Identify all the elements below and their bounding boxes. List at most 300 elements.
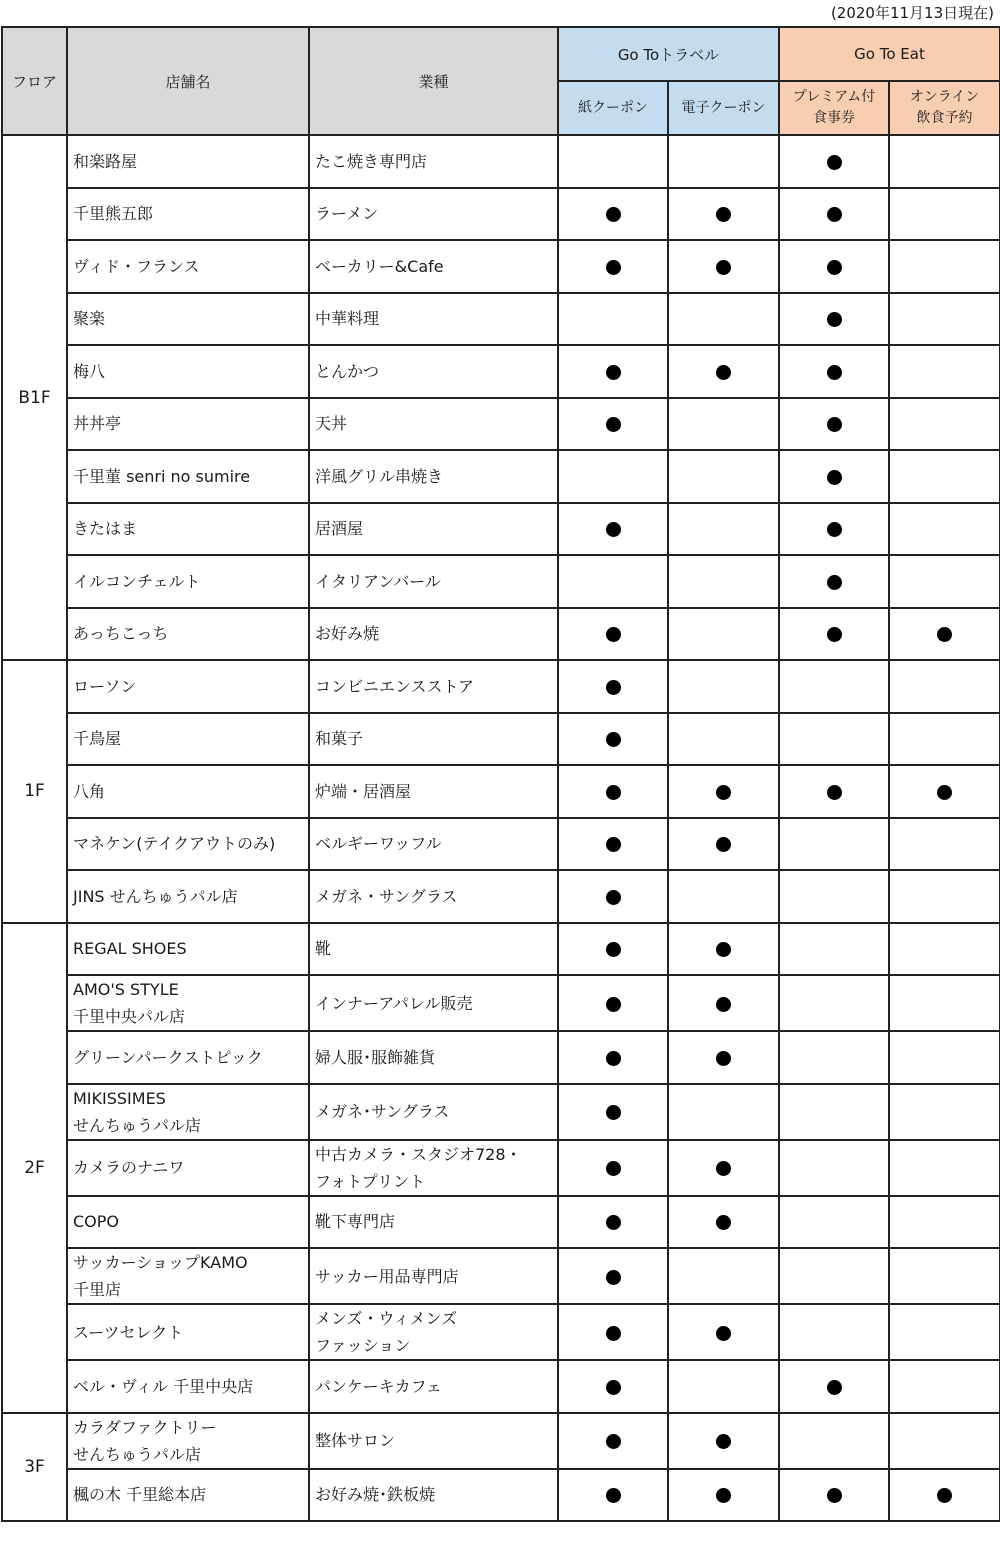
- online-reservation-mark-cell: [889, 765, 1000, 818]
- category-text: インナーアパレル販売: [315, 993, 473, 1013]
- table-row: [2, 1360, 1000, 1413]
- category-text: イタリアンバール: [315, 571, 441, 591]
- name-text: 梅八: [73, 361, 106, 381]
- bullet-icon: [827, 417, 842, 432]
- store-name-cell: [67, 188, 309, 241]
- e-coupon-mark-cell: [668, 818, 779, 871]
- name-text: きたはま: [73, 519, 138, 539]
- table-row: [2, 1084, 1000, 1140]
- table-row: [2, 1196, 1000, 1249]
- premium-ticket-mark-cell: [779, 503, 889, 556]
- premium-ticket-mark-cell: [779, 450, 889, 503]
- paper-coupon-mark-cell: [558, 503, 668, 556]
- bullet-icon: [827, 155, 842, 170]
- e-coupon-mark-cell: [668, 975, 779, 1031]
- bullet-icon: [716, 365, 731, 380]
- table-row: [2, 818, 1000, 871]
- bullet-icon: [716, 1326, 731, 1341]
- table-row: [2, 503, 1000, 556]
- header-premium-meal-ticket: [779, 81, 889, 135]
- online-reservation-mark-cell: [889, 975, 1000, 1031]
- paper-coupon-mark-cell: [558, 240, 668, 293]
- bullet-icon: [606, 207, 621, 222]
- premium-ticket-mark-cell: [779, 293, 889, 346]
- bullet-icon: [606, 1326, 621, 1341]
- e-coupon-mark-cell: [668, 135, 779, 188]
- online-reservation-mark-cell: [889, 345, 1000, 398]
- paper-coupon-mark-cell: [558, 975, 668, 1031]
- category-cell: [309, 1031, 558, 1084]
- premium-ticket-mark-cell: [779, 660, 889, 713]
- bullet-icon: [606, 1270, 621, 1285]
- e-coupon-mark-cell: [668, 450, 779, 503]
- table-row: [2, 240, 1000, 293]
- category-text: メンズ・ウィメンズ: [315, 1309, 458, 1328]
- bullet-icon: [606, 260, 621, 275]
- bullet-icon: [606, 1380, 621, 1395]
- table-row: [2, 1248, 1000, 1304]
- bullet-icon: [606, 1051, 621, 1066]
- online-reservation-mark-cell: [889, 1469, 1000, 1522]
- bullet-icon: [606, 1161, 621, 1176]
- table-row: [2, 135, 1000, 188]
- store-name-cell: [67, 660, 309, 713]
- bullet-icon: [606, 997, 621, 1012]
- as-of-date: (2020年11月13日現在): [830, 4, 994, 22]
- header-store-name: 店舗名: [67, 27, 309, 135]
- e-coupon-mark-cell: [668, 713, 779, 766]
- name-text: ベル・ヴィル 千里中央店: [73, 1376, 254, 1396]
- header-online-line1: オンライン: [909, 89, 980, 105]
- store-name-cell: [67, 450, 309, 503]
- bullet-icon: [716, 207, 731, 222]
- name-text: せんちゅうパル店: [73, 1115, 202, 1135]
- name-text: スーツセレクト: [73, 1322, 184, 1342]
- paper-coupon-mark-cell: [558, 923, 668, 976]
- name-text: あっちこっち: [73, 624, 169, 644]
- e-coupon-mark-cell: [668, 503, 779, 556]
- online-reservation-mark-cell: [889, 818, 1000, 871]
- store-name-cell: [67, 1031, 309, 1084]
- store-name-cell: [67, 1413, 309, 1469]
- paper-coupon-mark-cell: [558, 188, 668, 241]
- table-row: [2, 1413, 1000, 1469]
- bullet-icon: [606, 522, 621, 537]
- online-reservation-mark-cell: [889, 398, 1000, 451]
- bullet-icon: [606, 1488, 621, 1503]
- name-text: 和楽路屋: [73, 151, 138, 171]
- premium-ticket-mark-cell: [779, 1084, 889, 1140]
- category-cell: [309, 450, 558, 503]
- bullet-icon: [827, 522, 842, 537]
- online-reservation-mark-cell: [889, 555, 1000, 608]
- premium-ticket-mark-cell: [779, 923, 889, 976]
- store-name-cell: [67, 765, 309, 818]
- bullet-icon: [606, 627, 621, 642]
- category-text: コンビニエンスストア: [315, 676, 475, 696]
- floor-label: 1F: [2, 660, 67, 923]
- header-goto-travel: Go Toトラベル: [558, 27, 779, 81]
- category-text: とんかつ: [315, 361, 380, 381]
- premium-ticket-mark-cell: [779, 135, 889, 188]
- bullet-icon: [937, 785, 952, 800]
- online-reservation-mark-cell: [889, 1084, 1000, 1140]
- category-cell: [309, 1084, 558, 1140]
- premium-ticket-mark-cell: [779, 1360, 889, 1413]
- online-reservation-mark-cell: [889, 503, 1000, 556]
- store-name-cell: [67, 555, 309, 608]
- paper-coupon-mark-cell: [558, 293, 668, 346]
- category-cell: [309, 1360, 558, 1413]
- paper-coupon-mark-cell: [558, 1360, 668, 1413]
- category-text: 中華料理: [315, 309, 380, 329]
- category-cell: [309, 1413, 558, 1469]
- category-text: 居酒屋: [315, 519, 364, 539]
- table-row: [2, 765, 1000, 818]
- store-name-cell: [67, 345, 309, 398]
- paper-coupon-mark-cell: [558, 345, 668, 398]
- category-cell: [309, 398, 558, 451]
- category-cell: [309, 1304, 558, 1360]
- store-name-cell: [67, 135, 309, 188]
- header-paper-coupon: 紙クーポン: [558, 81, 668, 135]
- store-name-cell: [67, 1469, 309, 1522]
- online-reservation-mark-cell: [889, 240, 1000, 293]
- name-text: 千里店: [73, 1280, 122, 1299]
- store-name-cell: [67, 503, 309, 556]
- bullet-icon: [716, 837, 731, 852]
- header-e-coupon: 電子クーポン: [668, 81, 779, 135]
- paper-coupon-mark-cell: [558, 1469, 668, 1522]
- category-text: 靴: [315, 939, 332, 959]
- premium-ticket-mark-cell: [779, 188, 889, 241]
- paper-coupon-mark-cell: [558, 1248, 668, 1304]
- online-reservation-mark-cell: [889, 1196, 1000, 1249]
- name-text: 千鳥屋: [73, 729, 122, 749]
- category-text: 和菓子: [315, 729, 364, 749]
- bullet-icon: [716, 1488, 731, 1503]
- premium-ticket-mark-cell: [779, 608, 889, 661]
- paper-coupon-mark-cell: [558, 1140, 668, 1196]
- name-text: 丼丼亭: [73, 414, 122, 434]
- name-text: 千里菫 senri no sumire: [73, 466, 251, 486]
- store-name-cell: [67, 608, 309, 661]
- category-cell: [309, 555, 558, 608]
- online-reservation-mark-cell: [889, 713, 1000, 766]
- table-row: [2, 345, 1000, 398]
- name-text: ヴィド・フランス: [73, 256, 200, 276]
- bullet-icon: [716, 942, 731, 957]
- category-text: フォトプリント: [315, 1171, 426, 1191]
- category-cell: [309, 660, 558, 713]
- online-reservation-mark-cell: [889, 660, 1000, 713]
- header-category: 業種: [309, 27, 558, 135]
- bullet-icon: [606, 837, 621, 852]
- e-coupon-mark-cell: [668, 923, 779, 976]
- name-text: MIKISSIMES: [73, 1088, 166, 1108]
- e-coupon-mark-cell: [668, 240, 779, 293]
- premium-ticket-mark-cell: [779, 398, 889, 451]
- name-text: COPO: [73, 1212, 120, 1232]
- bullet-icon: [827, 1488, 842, 1503]
- category-text: 洋風グリル串焼き: [315, 466, 444, 486]
- store-name-cell: [67, 1360, 309, 1413]
- name-text: グリーンパークストピック: [73, 1047, 263, 1067]
- e-coupon-mark-cell: [668, 1248, 779, 1304]
- bullet-icon: [716, 1051, 731, 1066]
- online-reservation-mark-cell: [889, 1360, 1000, 1413]
- category-text: パンケーキカフェ: [315, 1376, 442, 1396]
- category-text: ベルギーワッフル: [315, 834, 442, 854]
- e-coupon-mark-cell: [668, 660, 779, 713]
- table-row: [2, 188, 1000, 241]
- category-cell: [309, 818, 558, 871]
- bullet-icon: [606, 1434, 621, 1449]
- store-name-cell: [67, 1248, 309, 1304]
- table-row: [2, 608, 1000, 661]
- header-floor: フロア: [2, 27, 67, 135]
- bullet-icon: [716, 1434, 731, 1449]
- category-cell: [309, 1140, 558, 1196]
- bullet-icon: [606, 365, 621, 380]
- e-coupon-mark-cell: [668, 293, 779, 346]
- header-online-line2: 飲食予約: [916, 110, 973, 126]
- name-text: 八角: [73, 781, 106, 801]
- premium-ticket-mark-cell: [779, 1413, 889, 1469]
- table-row: [2, 870, 1000, 923]
- store-name-cell: [67, 293, 309, 346]
- bullet-icon: [606, 785, 621, 800]
- e-coupon-mark-cell: [668, 1360, 779, 1413]
- name-text: せんちゅうパル店: [73, 1444, 202, 1464]
- e-coupon-mark-cell: [668, 345, 779, 398]
- category-text: ベーカリー&Cafe: [315, 256, 444, 276]
- category-cell: [309, 765, 558, 818]
- table-row: [2, 555, 1000, 608]
- paper-coupon-mark-cell: [558, 1304, 668, 1360]
- category-text: ラーメン: [315, 204, 379, 224]
- bullet-icon: [716, 1161, 731, 1176]
- e-coupon-mark-cell: [668, 608, 779, 661]
- paper-coupon-mark-cell: [558, 870, 668, 923]
- premium-ticket-mark-cell: [779, 870, 889, 923]
- store-name-cell: [67, 1140, 309, 1196]
- bullet-icon: [827, 1380, 842, 1395]
- online-reservation-mark-cell: [889, 870, 1000, 923]
- category-cell: [309, 135, 558, 188]
- premium-ticket-mark-cell: [779, 1248, 889, 1304]
- header-premium-line1: プレミアム付: [792, 89, 876, 105]
- online-reservation-mark-cell: [889, 1248, 1000, 1304]
- name-text: REGAL SHOES: [73, 939, 187, 959]
- bullet-icon: [937, 627, 952, 642]
- premium-ticket-mark-cell: [779, 1469, 889, 1522]
- table-row: [2, 923, 1000, 976]
- bullet-icon: [937, 1488, 952, 1503]
- name-text: 千里中央パル店: [73, 1007, 186, 1026]
- paper-coupon-mark-cell: [558, 555, 668, 608]
- bullet-icon: [827, 785, 842, 800]
- category-text: お好み焼: [315, 624, 380, 644]
- category-text: ファッション: [315, 1336, 411, 1355]
- bullet-icon: [606, 417, 621, 432]
- table-row: [2, 1469, 1000, 1522]
- e-coupon-mark-cell: [668, 555, 779, 608]
- bullet-icon: [606, 1215, 621, 1230]
- table-body: [2, 135, 1000, 1521]
- name-text: サッカーショップKAMO: [73, 1253, 248, 1272]
- e-coupon-mark-cell: [668, 1304, 779, 1360]
- paper-coupon-mark-cell: [558, 398, 668, 451]
- category-cell: [309, 1469, 558, 1522]
- bullet-icon: [827, 627, 842, 642]
- store-name-cell: [67, 923, 309, 976]
- table-row: [2, 1304, 1000, 1360]
- paper-coupon-mark-cell: [558, 818, 668, 871]
- table-row: [2, 1031, 1000, 1084]
- premium-ticket-mark-cell: [779, 765, 889, 818]
- category-cell: [309, 608, 558, 661]
- online-reservation-mark-cell: [889, 293, 1000, 346]
- table-row: [2, 450, 1000, 503]
- store-name-cell: [67, 1084, 309, 1140]
- premium-ticket-mark-cell: [779, 1031, 889, 1084]
- category-cell: [309, 975, 558, 1031]
- online-reservation-mark-cell: [889, 1304, 1000, 1360]
- name-text: マネケン(テイクアウトのみ): [73, 834, 276, 854]
- category-text: たこ焼き専門店: [315, 151, 428, 171]
- paper-coupon-mark-cell: [558, 765, 668, 818]
- category-text: メガネ･サングラス: [315, 1102, 450, 1121]
- category-text: 天丼: [315, 414, 348, 434]
- online-reservation-mark-cell: [889, 1031, 1000, 1084]
- name-text: JINS せんちゅうパル店: [73, 886, 238, 906]
- paper-coupon-mark-cell: [558, 608, 668, 661]
- category-text: 中古カメラ・スタジオ728・: [315, 1144, 522, 1164]
- e-coupon-mark-cell: [668, 1413, 779, 1469]
- bullet-icon: [606, 732, 621, 747]
- category-cell: [309, 923, 558, 976]
- store-name-cell: [67, 870, 309, 923]
- bullet-icon: [716, 1215, 731, 1230]
- paper-coupon-mark-cell: [558, 1031, 668, 1084]
- category-cell: [309, 188, 558, 241]
- premium-ticket-mark-cell: [779, 1304, 889, 1360]
- store-name-cell: [67, 818, 309, 871]
- floor-label: 3F: [2, 1413, 67, 1522]
- table-row: [2, 975, 1000, 1031]
- category-cell: [309, 870, 558, 923]
- e-coupon-mark-cell: [668, 188, 779, 241]
- category-cell: [309, 503, 558, 556]
- name-text: イルコンチェルト: [73, 571, 201, 591]
- e-coupon-mark-cell: [668, 765, 779, 818]
- bullet-icon: [827, 470, 842, 485]
- bullet-icon: [827, 312, 842, 327]
- store-name-cell: [67, 1304, 309, 1360]
- category-text: メガネ・サングラス: [315, 886, 458, 906]
- bullet-icon: [827, 207, 842, 222]
- table-header: [2, 27, 1000, 135]
- bullet-icon: [827, 260, 842, 275]
- bullet-icon: [606, 890, 621, 905]
- e-coupon-mark-cell: [668, 870, 779, 923]
- e-coupon-mark-cell: [668, 1031, 779, 1084]
- bullet-icon: [827, 365, 842, 380]
- online-reservation-mark-cell: [889, 135, 1000, 188]
- online-reservation-mark-cell: [889, 1140, 1000, 1196]
- store-name-cell: [67, 1196, 309, 1249]
- premium-ticket-mark-cell: [779, 555, 889, 608]
- category-text: 炉端・居酒屋: [315, 781, 412, 801]
- bullet-icon: [606, 680, 621, 695]
- premium-ticket-mark-cell: [779, 713, 889, 766]
- paper-coupon-mark-cell: [558, 135, 668, 188]
- category-text: 婦人服･服飾雑貨: [315, 1047, 436, 1067]
- paper-coupon-mark-cell: [558, 713, 668, 766]
- table-row: [2, 660, 1000, 713]
- table-row: [2, 1140, 1000, 1196]
- category-text: 整体サロン: [315, 1431, 396, 1450]
- premium-ticket-mark-cell: [779, 345, 889, 398]
- paper-coupon-mark-cell: [558, 450, 668, 503]
- bullet-icon: [716, 785, 731, 800]
- category-cell: [309, 240, 558, 293]
- name-text: ローソン: [73, 676, 137, 696]
- online-reservation-mark-cell: [889, 450, 1000, 503]
- category-cell: [309, 713, 558, 766]
- category-cell: [309, 1196, 558, 1249]
- store-name-cell: [67, 240, 309, 293]
- online-reservation-mark-cell: [889, 188, 1000, 241]
- e-coupon-mark-cell: [668, 1196, 779, 1249]
- category-cell: [309, 293, 558, 346]
- table-row: [2, 293, 1000, 346]
- name-text: 千里熊五郎: [73, 204, 154, 224]
- header-online-reservation: [889, 81, 1000, 135]
- name-text: カラダファクトリー: [73, 1417, 217, 1437]
- floor-label: B1F: [2, 135, 67, 660]
- bullet-icon: [716, 260, 731, 275]
- store-campaign-table: [1, 26, 1000, 1522]
- paper-coupon-mark-cell: [558, 1084, 668, 1140]
- paper-coupon-mark-cell: [558, 1196, 668, 1249]
- premium-ticket-mark-cell: [779, 975, 889, 1031]
- premium-ticket-mark-cell: [779, 818, 889, 871]
- category-cell: [309, 345, 558, 398]
- e-coupon-mark-cell: [668, 1140, 779, 1196]
- floor-label: 2F: [2, 923, 67, 1413]
- online-reservation-mark-cell: [889, 608, 1000, 661]
- name-text: カメラのナニワ: [73, 1158, 185, 1177]
- category-text: 靴下専門店: [315, 1212, 396, 1232]
- online-reservation-mark-cell: [889, 923, 1000, 976]
- bullet-icon: [827, 575, 842, 590]
- name-text: 聚楽: [73, 309, 106, 329]
- e-coupon-mark-cell: [668, 1469, 779, 1522]
- paper-coupon-mark-cell: [558, 660, 668, 713]
- store-name-cell: [67, 713, 309, 766]
- store-name-cell: [67, 975, 309, 1031]
- bullet-icon: [606, 942, 621, 957]
- e-coupon-mark-cell: [668, 398, 779, 451]
- paper-coupon-mark-cell: [558, 1413, 668, 1469]
- bullet-icon: [606, 1105, 621, 1120]
- name-text: AMO'S STYLE: [73, 980, 179, 999]
- premium-ticket-mark-cell: [779, 1140, 889, 1196]
- header-goto-eat: Go To Eat: [779, 27, 1000, 81]
- store-name-cell: [67, 398, 309, 451]
